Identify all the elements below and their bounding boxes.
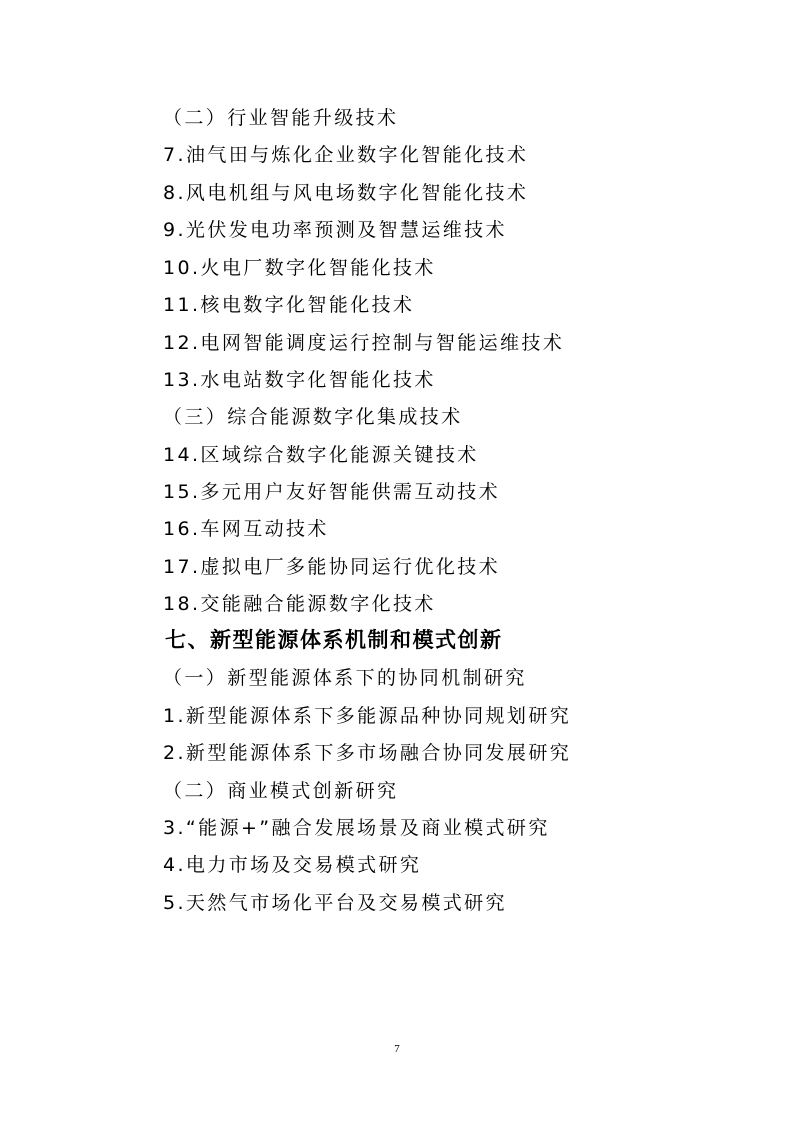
list-item: 1.新型能源体系下多能源品种协同规划研究 [163, 705, 572, 727]
list-item: 16.车网互动技术 [163, 518, 329, 540]
subsection-heading: （二）行业智能升级技术 [163, 107, 399, 129]
list-item: 4.电力市场及交易模式研究 [163, 854, 422, 876]
list-item: 17.虚拟电厂多能协同运行优化技术 [163, 556, 501, 578]
page-number: 7 [394, 1043, 400, 1055]
list-item: 12.电网智能调度运行控制与智能运维技术 [163, 332, 565, 354]
list-item: 9.光伏发电功率预测及智慧运维技术 [163, 219, 507, 241]
section-heading: 七、新型能源体系机制和模式创新 [165, 628, 503, 652]
list-item: 5.天然气市场化平台及交易模式研究 [163, 892, 507, 914]
list-item: 13.水电站数字化智能化技术 [163, 369, 436, 391]
subsection-heading: （二）商业模式创新研究 [163, 780, 399, 802]
list-item: 14.区域综合数字化能源关键技术 [163, 444, 479, 466]
list-item: 15.多元用户友好智能供需互动技术 [163, 481, 501, 503]
list-item: 18.交能融合能源数字化技术 [163, 593, 436, 615]
list-item: 2.新型能源体系下多市场融合协同发展研究 [163, 742, 572, 764]
list-item: 10.火电厂数字化智能化技术 [163, 257, 436, 279]
list-item: 3.“能源+”融合发展场景及商业模式研究 [163, 817, 550, 839]
list-item: 8.风电机组与风电场数字化智能化技术 [163, 182, 529, 204]
list-item: 11.核电数字化智能化技术 [163, 294, 415, 316]
subsection-heading: （三）综合能源数字化集成技术 [163, 406, 463, 428]
subsection-heading: （一）新型能源体系下的协同机制研究 [163, 667, 527, 689]
list-item: 7.油气田与炼化企业数字化智能化技术 [163, 144, 529, 166]
